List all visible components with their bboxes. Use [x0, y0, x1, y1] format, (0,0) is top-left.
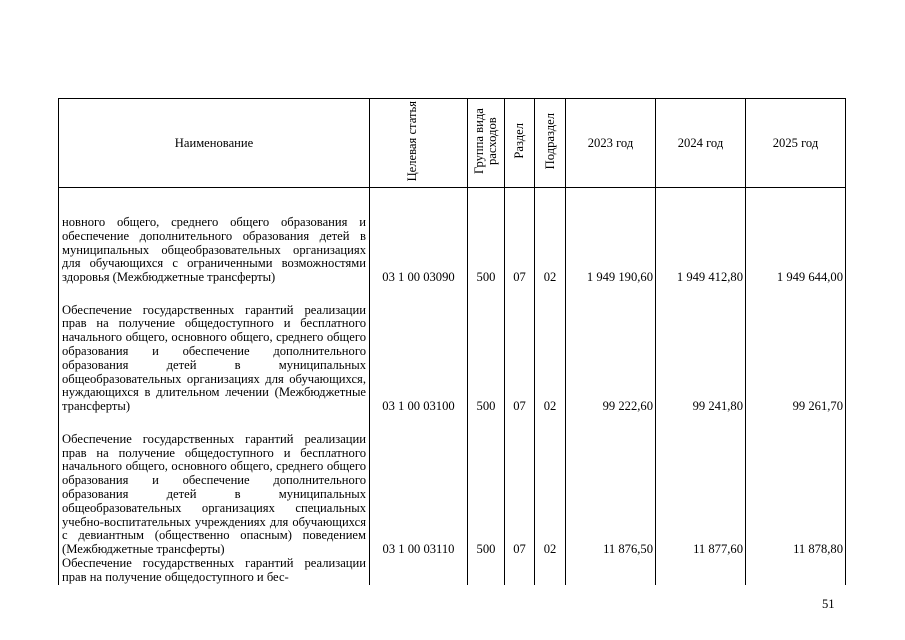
row-name: Обеспечение государственных гарантий реализации прав на получение общедоступного и бес- [59, 557, 370, 585]
table-row [59, 285, 846, 414]
row-target-article: 03 1 00 03100 [370, 285, 468, 414]
table-row [59, 188, 846, 286]
row-subsection: 02 [535, 188, 566, 286]
row-expense-group [468, 557, 505, 585]
row-target-article: 03 1 00 03110 [370, 414, 468, 557]
header-subsection [535, 99, 566, 188]
header-section-label: Раздел [512, 123, 526, 159]
row-amount-2024: 99 241,80 [656, 285, 746, 414]
row-amount-2024 [656, 557, 746, 585]
row-amount-2023: 1 949 190,60 [566, 188, 656, 286]
row-target-article [370, 557, 468, 585]
header-expense-group [468, 99, 505, 188]
row-amount-2023: 11 876,50 [566, 414, 656, 557]
table-header [59, 99, 846, 188]
row-subsection: 02 [535, 285, 566, 414]
header-subsection-label: Подраздел [542, 112, 557, 170]
row-amount-2025 [746, 557, 846, 585]
header-year-2024: 2024 год [656, 99, 746, 188]
row-amount-2024: 11 877,60 [656, 414, 746, 557]
header-target-article [370, 99, 468, 188]
row-section: 07 [505, 188, 535, 286]
row-subsection [535, 557, 566, 585]
row-name: Обеспечение государственных гарантий реализации прав на получение общедоступного и бесплатного начального общего, основного общего, среднего общего образования и обеспечение дополнительного образования детей в муниципальных общеобразовательных организациях специальных учебно-воспитательных учреждениях для обучающихся с девиантным (общественно опасным) поведением (Межбюджетные трансферты) [59, 414, 370, 557]
row-target-article: 03 1 00 03090 [370, 188, 468, 286]
row-name: новного общего, среднего общего образования и обеспечение дополнительного образования детей в муниципальных общеобразовательных организациях для обучающихся с ограниченными возможностями здоровья (Межбюджетные трансферты) [59, 188, 370, 286]
row-amount-2025: 11 878,80 [746, 414, 846, 557]
row-amount-2023: 99 222,60 [566, 285, 656, 414]
row-section [505, 557, 535, 585]
budget-table [58, 98, 846, 585]
table-row [59, 414, 846, 557]
row-expense-group: 500 [468, 414, 505, 557]
header-name: Наименование [59, 99, 370, 188]
row-subsection: 02 [535, 414, 566, 557]
row-expense-group: 500 [468, 188, 505, 286]
row-section: 07 [505, 414, 535, 557]
row-amount-2025: 99 261,70 [746, 285, 846, 414]
row-section: 07 [505, 285, 535, 414]
row-expense-group: 500 [468, 285, 505, 414]
header-year-2023: 2023 год [566, 99, 656, 188]
row-name: Обеспечение государственных гарантий реализации прав на получение общедоступного и бесплатного начального общего, основного общего, среднего общего образования и обеспечение дополнительного образования детей в муниципальных общеобразовательных организациях для обучающихся, нуждающихся в длительном лечении (Межбюджетные трансферты) [59, 285, 370, 414]
table-row [59, 557, 846, 585]
page-number: 51 [822, 597, 835, 611]
header-target-article-label: Целевая статья [404, 100, 419, 182]
header-section [505, 99, 535, 188]
row-amount-2024: 1 949 412,80 [656, 188, 746, 286]
header-year-2025: 2025 год [746, 99, 846, 188]
row-amount-2023 [566, 557, 656, 585]
row-amount-2025: 1 949 644,00 [746, 188, 846, 286]
header-expense-group-label: Группа вида расходов [472, 108, 499, 174]
table-body [59, 188, 846, 586]
